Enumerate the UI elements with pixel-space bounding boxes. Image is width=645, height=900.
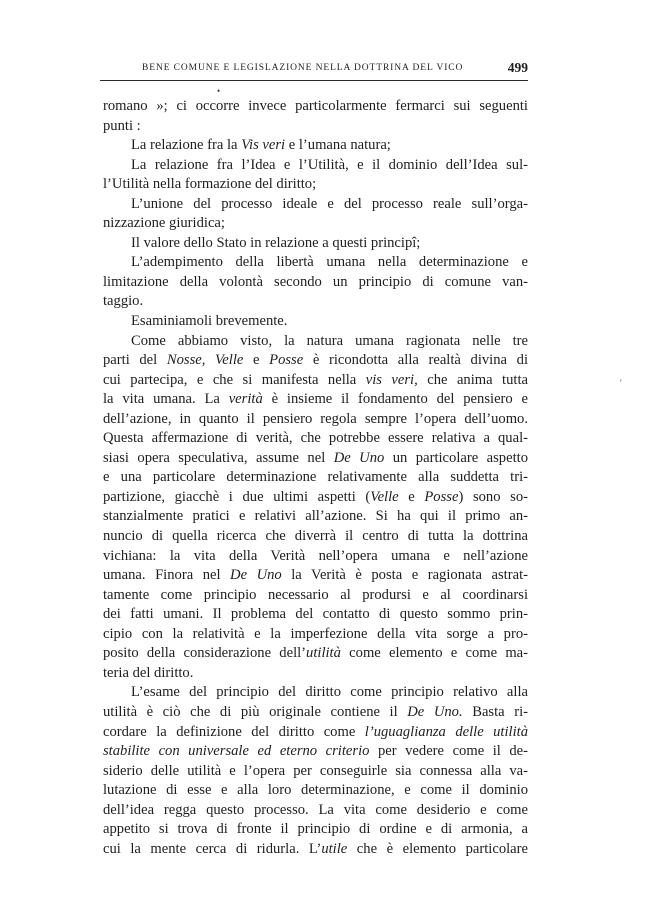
text-line: [103, 664, 528, 684]
text-line: [103, 429, 528, 449]
text-line: [103, 195, 528, 215]
text-line: [103, 742, 528, 762]
text-line: [103, 332, 528, 352]
text-run: posito della considerazione dell’: [103, 645, 307, 662]
running-head-title: BENE COMUNE E LEGISLAZIONE NELLA DOTTRINA DEL VICO: [142, 63, 464, 73]
text-line: [103, 683, 528, 703]
text-run: dell’azione, in quanto il pensiero regola sempre l’opera dell’uomo.: [103, 410, 528, 427]
text-line: [103, 507, 528, 527]
italic-text: stabilite con universale ed eterno criterio: [103, 743, 370, 760]
italic-text: utilità: [306, 645, 341, 662]
text-run: che è elemento particolare: [347, 840, 528, 857]
running-head: [100, 62, 528, 81]
italic-text: Posse: [424, 488, 459, 505]
text-run: la Verità è posta e ragionata astrat-: [281, 567, 528, 584]
text-line: [103, 840, 528, 860]
margin-mark: ': [620, 378, 622, 388]
text-run: Il valore dello Stato in relazione a questi principî;: [131, 234, 421, 251]
italic-text: Velle: [370, 488, 399, 505]
text-line: [103, 136, 528, 156]
text-line: [103, 625, 528, 645]
text-line: [103, 292, 528, 312]
text-line: [103, 410, 528, 430]
text-run: e una particolare determinazione relativamente alla suddetta tri-: [103, 469, 528, 486]
text-line: [103, 312, 528, 332]
text-line: [103, 97, 528, 117]
text-run: Basta ri-: [462, 703, 528, 720]
text-line: [103, 468, 528, 488]
printer-dot-mark: •: [217, 86, 221, 96]
text-line: [103, 253, 528, 273]
text-line: [103, 801, 528, 821]
text-run: un particolare aspetto: [384, 449, 528, 466]
text-line: [103, 214, 528, 234]
italic-text: De Uno.: [407, 703, 463, 720]
italic-text: utile: [321, 840, 348, 857]
text-run: dei fatti umani. Il problema del contatto di questo sommo prin-: [103, 606, 528, 623]
text-run: e l’umana natura;: [285, 137, 391, 154]
text-run: tamente come principio necessario al prodursi e al coordinarsi: [103, 586, 528, 603]
text-run: per vedere come il de-: [369, 743, 528, 760]
italic-text: verità: [228, 391, 263, 408]
text-run: come elemento e come ma-: [340, 645, 529, 662]
text-line: [103, 117, 528, 137]
body-text: [103, 97, 528, 859]
text-run: L’adempimento della libertà umana nella determinazione e: [131, 254, 528, 271]
text-line: [103, 605, 528, 625]
text-line: [103, 644, 528, 664]
text-line: [103, 566, 528, 586]
italic-text: Vis veri: [241, 137, 286, 154]
text-line: [103, 390, 528, 410]
text-run: romano »; ci occorre invece particolarmente fermarci sui seguenti: [103, 98, 528, 114]
italic-text: De Uno: [230, 567, 282, 584]
text-run: cui la mente cerca di ridurla. L’: [103, 840, 322, 857]
text-run: è insieme il fondamento del pensiero e: [262, 391, 529, 408]
text-run: cordare la definizione del diritto come: [103, 723, 365, 740]
text-line: [103, 703, 528, 723]
italic-text: De Uno: [333, 449, 385, 466]
text-run: Questa affermazione di verità, che potrebbe essere relativa a qual-: [103, 430, 528, 447]
text-line: [103, 371, 528, 391]
text-line: [103, 234, 528, 254]
italic-text: Posse: [269, 352, 304, 369]
page-number: 499: [507, 60, 528, 75]
text-run: taggio.: [103, 293, 144, 310]
text-run: cui partecipa, e che si manifesta nella: [103, 371, 366, 388]
text-run: L’esame del principio del diritto come principio relativo alla: [131, 684, 528, 701]
text-run: siderio delle utilità e l’opera per conseguirle sia connessa alla va-: [103, 762, 528, 779]
text-run: ) sono so-: [458, 488, 528, 505]
text-run: che anima tutta: [417, 371, 529, 388]
text-run: e: [243, 352, 270, 369]
text-line: [103, 351, 528, 371]
text-line: [103, 781, 528, 801]
text-run: vichiana: la vita della Verità nell’opera umana e nell’azione: [103, 547, 528, 564]
text-line: [103, 488, 528, 508]
text-run: nuncio di quella ricerca che diverrà il centro di tutta la dottrina: [103, 528, 528, 545]
text-run: l’Utilità nella formazione del diritto;: [103, 176, 317, 193]
text-run: teria del diritto.: [103, 664, 194, 681]
text-run: punti :: [103, 117, 141, 134]
text-run: umana. Finora nel: [103, 567, 231, 584]
italic-text: vis veri,: [365, 371, 418, 388]
text-line: [103, 586, 528, 606]
text-run: limitazione della volontà secondo un principio di comune van-: [103, 273, 528, 290]
text-line: [103, 723, 528, 743]
text-line: [103, 449, 528, 469]
text-run: nizzazione giuridica;: [103, 215, 225, 232]
text-run: Come abbiamo visto, la natura umana ragionata nelle tre: [131, 332, 528, 349]
text-run: siasi opera speculativa, assume nel: [103, 449, 334, 466]
text-run: la vita umana. La: [103, 391, 229, 408]
text-run: Esaminiamoli brevemente.: [131, 313, 288, 330]
text-line: [103, 820, 528, 840]
italic-text: l’uguaglianza delle utilità: [364, 723, 529, 740]
italic-text: Nosse, Velle: [166, 352, 244, 369]
text-line: [103, 762, 528, 782]
text-line: [103, 156, 528, 176]
text-line: [103, 175, 528, 195]
text-run: e: [398, 488, 425, 505]
text-run: dell’idea regga questo processo. La vita come desiderio e come: [103, 801, 528, 818]
text-run: cipio con la relatività e la imperfezione della vita sorge a pro-: [103, 625, 528, 642]
text-run: è ricondotta alla realtà divina di: [303, 352, 529, 369]
text-line: [103, 547, 528, 567]
text-run: lutazione di esse e alla loro determinazione, e come il dominio: [103, 782, 528, 799]
text-line: [103, 273, 528, 293]
text-run: stanzialmente pratici e relativi all’azione. Si ha qui il primo an-: [103, 508, 528, 525]
text-run: L’unione del processo ideale e del processo reale sull’orga-: [131, 195, 528, 212]
text-run: utilità è ciò che di più originale contiene il: [103, 703, 408, 720]
text-line: [103, 527, 528, 547]
text-run: appetito si trova di fronte il principio di ordine e di armonia, a: [103, 821, 528, 838]
text-run: partizione, giacchè i due ultimi aspetti (: [103, 488, 371, 505]
text-run: La relazione fra la: [131, 137, 242, 154]
text-run: parti del: [103, 352, 167, 369]
text-run: La relazione fra l’Idea e l’Utilità, e il dominio dell’Idea sul-: [131, 156, 528, 173]
